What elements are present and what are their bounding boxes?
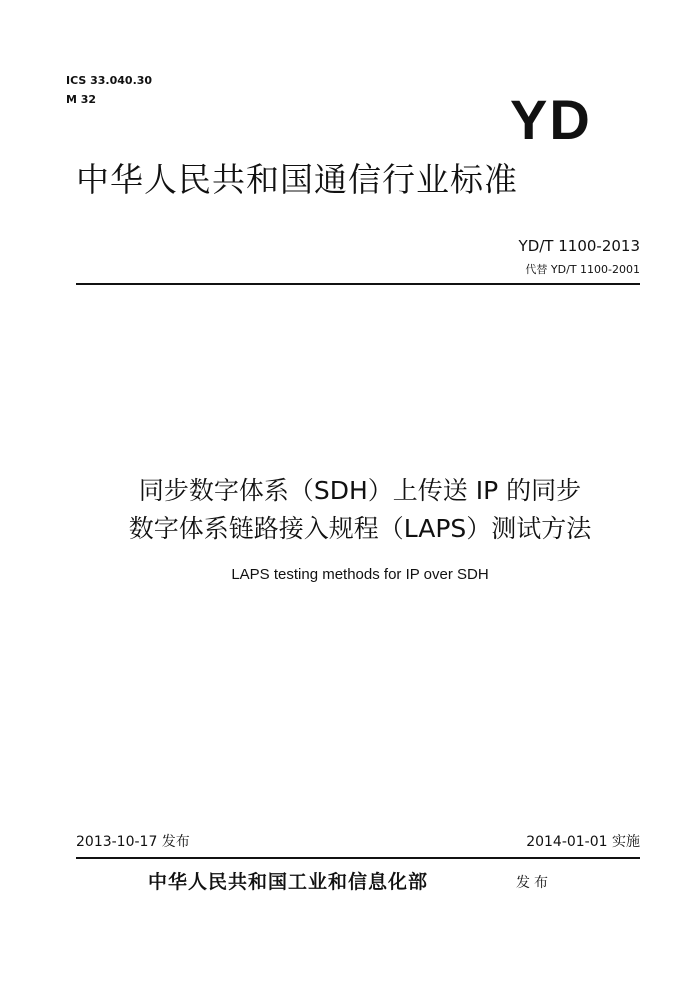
footer-divider — [76, 857, 640, 859]
ics-code: ICS 33.040.30 — [66, 74, 153, 87]
document-subtitle-english: LAPS testing methods for IP over SDH — [231, 566, 489, 583]
document-title-line-2: 数字体系链路接入规程（LAPS）测试方法 — [128, 514, 592, 543]
document-title-line-1: 同步数字体系（SDH）上传送 IP 的同步 — [138, 476, 582, 505]
document-title — [40, 472, 680, 548]
issue-label: 发布 — [516, 875, 552, 891]
publish-date: 2013-10-17 发布 — [76, 834, 190, 850]
standard-number: YD/T 1100-2013 — [518, 237, 640, 255]
header-divider — [76, 283, 640, 285]
replaces-note: 代替 YD/T 1100-2001 — [525, 263, 640, 276]
classification-code: M 32 — [66, 93, 97, 106]
yd-logo: YD — [510, 88, 592, 151]
main-title: 中华人民共和国通信行业标准 — [76, 160, 518, 199]
issuing-authority: 中华人民共和国工业和信息化部 — [148, 871, 429, 893]
implement-date: 2014-01-01 实施 — [526, 834, 640, 850]
